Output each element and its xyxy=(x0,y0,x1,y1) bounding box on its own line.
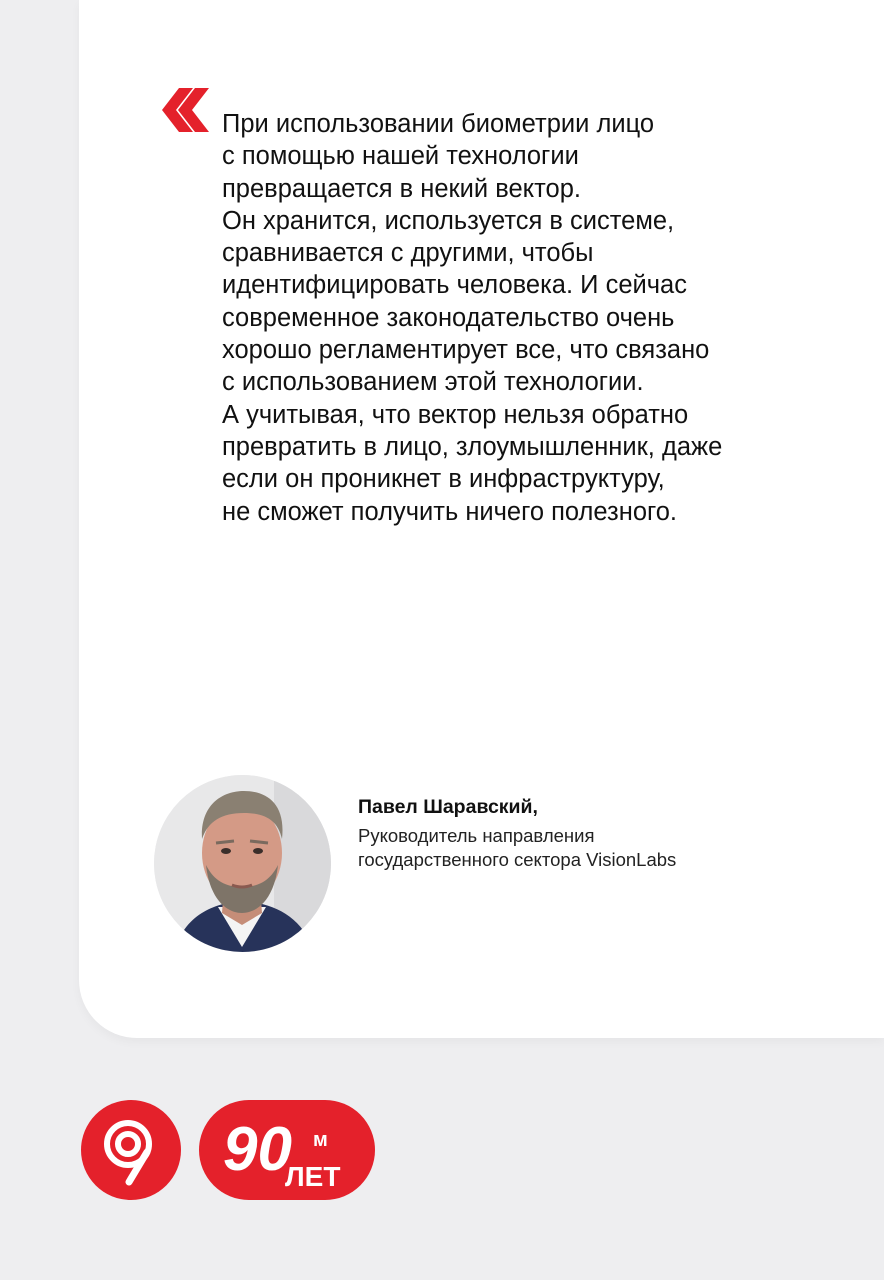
quote-line: превратить в лицо, злоумышленник, даже xyxy=(222,432,723,461)
quote-line: не сможет получить ничего полезного. xyxy=(222,497,678,526)
quote-line: Он хранится, используется в системе, xyxy=(222,206,675,235)
quote-line: современное законодательство очень xyxy=(222,303,675,332)
author-role xyxy=(358,824,778,872)
anniversary-letter: м xyxy=(313,1129,328,1151)
anniversary-90-logo-icon xyxy=(199,1100,375,1200)
quote-line: хорошо регламентирует все, что связано xyxy=(222,336,710,365)
anniversary-number: 90 xyxy=(223,1115,292,1184)
author-role-line: государственного сектора VisionLabs xyxy=(358,849,677,870)
author-name: Павел Шаравский, xyxy=(358,796,538,818)
quote-line: идентифицировать человека. И сейчас xyxy=(222,271,687,300)
quote-mark-icon xyxy=(159,86,209,134)
quote-text xyxy=(222,108,822,528)
quote-line: А учитывая, что вектор нельзя обратно xyxy=(222,400,689,429)
author-role-line: Руководитель направления xyxy=(358,825,595,846)
quote-line: При использовании биометрии лицо xyxy=(222,110,655,138)
metro-logo-icon xyxy=(81,1100,181,1200)
quote-line: сравнивается с другими, чтобы xyxy=(222,239,594,268)
quote-line: с помощью нашей технологии xyxy=(222,142,579,171)
author-photo xyxy=(154,775,331,952)
anniversary-word: ЛЕТ xyxy=(285,1161,341,1192)
quote-line: если он проникнет в инфраструктуру, xyxy=(222,465,665,494)
quote-line: с использованием этой технологии. xyxy=(222,368,644,397)
author-avatar xyxy=(154,775,331,952)
quote-line: превращается в некий вектор. xyxy=(222,174,581,203)
